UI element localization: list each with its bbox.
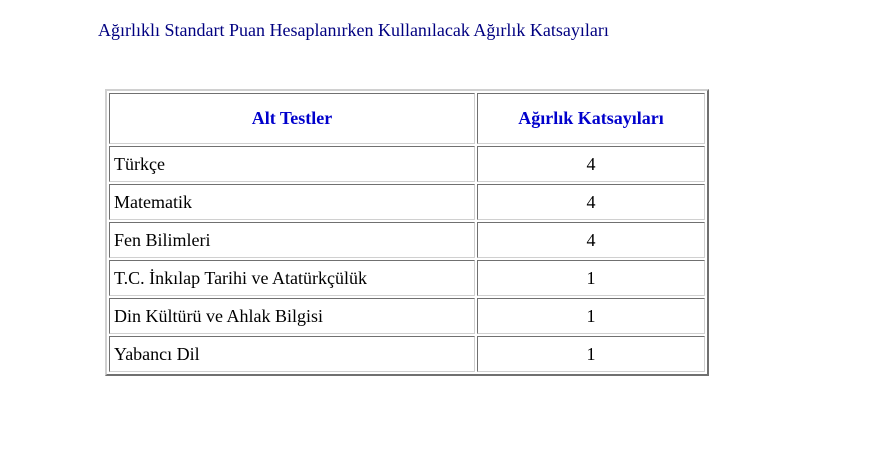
- subject-cell: Fen Bilimleri: [109, 222, 475, 258]
- subject-cell: Matematik: [109, 184, 475, 220]
- subject-cell: Din Kültürü ve Ahlak Bilgisi: [109, 298, 475, 334]
- header-alt-testler: Alt Testler: [109, 93, 475, 144]
- subject-cell: Türkçe: [109, 146, 475, 182]
- table-row: [109, 298, 705, 334]
- table-row: [109, 260, 705, 296]
- table-row: [109, 146, 705, 182]
- weights-table: [105, 89, 709, 376]
- subject-cell: Yabancı Dil: [109, 336, 475, 372]
- table-row: [109, 184, 705, 220]
- coefficient-cell: 1: [477, 298, 705, 334]
- coefficient-cell: 4: [477, 184, 705, 220]
- header-agirlik-katsayilari: Ağırlık Katsayıları: [477, 93, 705, 144]
- table-row: [109, 336, 705, 372]
- table-header-row: [109, 93, 705, 144]
- coefficient-cell: 1: [477, 336, 705, 372]
- coefficient-cell: 4: [477, 146, 705, 182]
- table-row: [109, 222, 705, 258]
- page-title: Ağırlıklı Standart Puan Hesaplanırken Kullanılacak Ağırlık Katsayıları: [98, 20, 609, 40]
- subject-cell: T.C. İnkılap Tarihi ve Atatürkçülük: [109, 260, 475, 296]
- coefficient-cell: 4: [477, 222, 705, 258]
- coefficient-cell: 1: [477, 260, 705, 296]
